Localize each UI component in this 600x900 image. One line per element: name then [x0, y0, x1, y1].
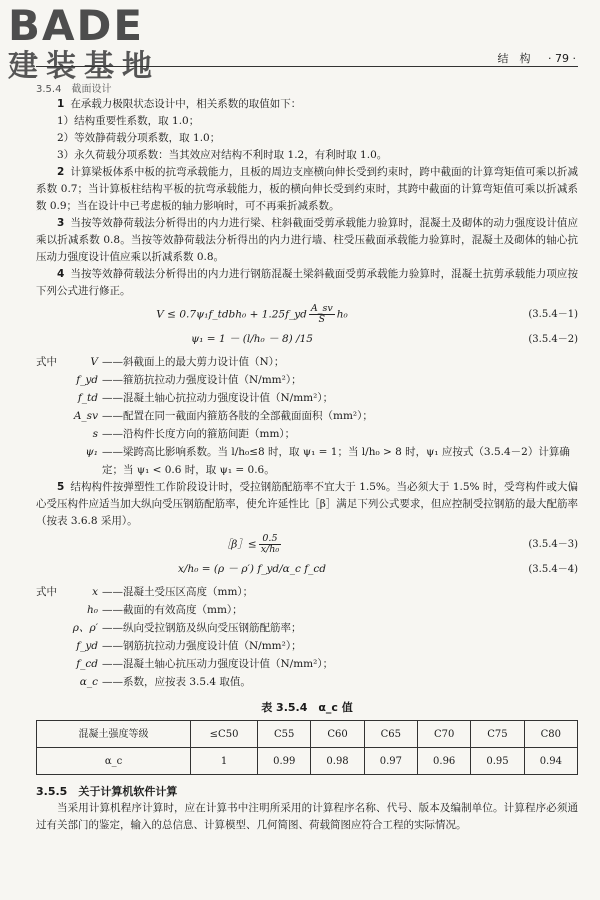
table-cell: C65	[364, 721, 417, 748]
table-cell: 0.98	[311, 748, 364, 775]
definition-row: ψ₁ ——梁跨高比影响系数。当 l/h₀≤8 时，取 ψ₁ = 1；当 l/h₀ > 8 时，ψ₁ 应按式（3.5.4－2）计算确定；当 ψ₁ < 0.6 时，取 ψ₁ = 0.6。	[85, 446, 570, 476]
table-cell: 0.94	[524, 748, 577, 775]
item-3: 3 当按等效静荷载法分析得出的内力进行梁、柱斜截面受剪承载能力验算时，混凝土及砌体的动力强度设计值应乘以折减系数 0.8。当按等效静荷载法分析得出的内力进行墙、柱受压截面承载能力验算时，混凝土及砌体的轴心抗压动力强度设计值应乘以折减系数 0.8。	[36, 217, 578, 263]
section-3-5-5-text: 当采用计算机程序计算时，应在计算书中注明所采用的计算程序名称、代号、版本及编制单位。计算程序必须通过有关部门的鉴定，输入的总信息、计算模型、几何简图、荷载简图应符合工程的实际情况。	[36, 802, 578, 831]
formula-3-5-4-1: V ≤ 0.7ψ₁f_tdbh₀ + 1.25f_yd $\frac{A\_sv}{S}$ h₀ (3.5.4－1)	[156, 302, 578, 325]
symbol-definitions-b	[36, 583, 578, 691]
formula-3-5-4-4: x/h₀ = (ρ － ρ′) f_yd/α_c f_cd (3.5.4－4)	[178, 562, 578, 575]
header-rule	[36, 66, 578, 67]
definition-row: s ——沿构件长度方向的箍筋间距（mm）；	[92, 428, 296, 440]
table-cell: ≤C50	[191, 721, 258, 748]
table-row	[37, 748, 578, 775]
table-cell: 0.96	[418, 748, 471, 775]
item-1-sub-2: 2）等效静荷载分项系数，取 1.0；	[57, 132, 221, 144]
item-5: 5 结构构件按弹塑性工作阶段设计时，受拉钢筋配筋率不宜大于 1.5%。当必须大于 1.5% 时，受弯构件或大偏心受压构件应适当加大纵向受压钢筋配筋率，使允许延性比［β］满足下列公式要求，但应控制受拉钢筋的最大配筋率（按表 3.6.8 采用）。	[36, 481, 578, 527]
item-1-sub-3: 3）永久荷载分项系数：当其效应对结构不利时取 1.2，有利时取 1.0。	[57, 149, 388, 161]
table-cell: α_c	[37, 748, 191, 775]
table-cell: 混凝土强度等级	[37, 721, 191, 748]
formula-3-5-4-3: ［β］≤ $\frac{0.5}{\text{x/h₀}}$ (3.5.4－3)	[220, 532, 578, 555]
formula-3-5-4-2: ψ₁ = 1 － (l/h₀ － 8) /15 (3.5.4－2)	[191, 332, 578, 345]
item-4: 4 当按等效静荷载法分析得出的内力进行钢筋混凝土梁斜截面受剪承载能力验算时，混凝土抗剪承载能力项应按下列公式进行修正。	[36, 268, 578, 297]
table-cell: C55	[258, 721, 311, 748]
item-2: 2 计算梁板体系中板的抗弯承载能力，且板的周边支座横向伸长受到约束时，跨中截面的计算弯矩值可乘以折减系数 0.7；当计算板柱结构平板的抗弯承载能力，板的横向伸长受到约束时，其跨中截面的计算弯矩值可乘以折减系数 0.9；当在设计中已考虑板的轴力影响时，可不再乘折减系数。	[36, 166, 578, 212]
table-title: 表 3.5.4 α_c 值	[261, 701, 353, 714]
table-cell: C70	[418, 721, 471, 748]
table-header-row	[37, 721, 578, 748]
table-cell: 1	[191, 748, 258, 775]
table-cell: C80	[524, 721, 577, 748]
section-title: 3.5.4 截面设计	[36, 84, 112, 95]
table-cell: 0.99	[258, 748, 311, 775]
logo-main: BADE	[8, 1, 145, 50]
table-cell: 0.95	[471, 748, 524, 775]
item-1-sub-1: 1）结构重要性系数，取 1.0；	[57, 115, 200, 127]
alpha-c-table	[36, 720, 578, 775]
page-body	[36, 96, 578, 834]
definition-row: ρ、ρ′ ——纵向受拉钢筋及纵向受压钢筋配筋率；	[72, 622, 302, 634]
definition-row: h₀ ——截面的有效高度（mm）；	[87, 604, 243, 616]
section-3-5-5-title: 3.5.5 关于计算机软件计算	[36, 785, 178, 798]
item-1: 1 在承载力极限状态设计中，相关系数的取值如下：	[57, 98, 302, 110]
definition-row: 式中 x ——混凝土受压区高度（mm）；	[36, 586, 254, 598]
definition-row: f_yd ——钢筋抗拉动力强度设计值（N/mm²）；	[76, 640, 302, 652]
running-head	[484, 50, 576, 66]
running-head-section: 结 构	[497, 52, 531, 65]
table-cell: 0.97	[364, 748, 417, 775]
definition-row: f_yd ——箍筋抗拉动力强度设计值（N/mm²）；	[76, 374, 302, 386]
page-number: · 79 ·	[548, 52, 576, 65]
logo-sub: 建装基地	[8, 49, 160, 84]
definition-row: f_td ——混凝土轴心抗拉动力强度设计值（N/mm²）；	[77, 392, 334, 404]
definition-row: f_cd ——混凝土轴心抗压动力强度设计值（N/mm²）；	[76, 658, 334, 670]
definition-row: A_sv ——配置在同一截面内箍筋各肢的全部截面面积（mm²）；	[73, 410, 373, 422]
definition-row: 式中 V ——斜截面上的最大剪力设计值（N）；	[36, 356, 285, 368]
table-cell: C75	[471, 721, 524, 748]
table-cell: C60	[311, 721, 364, 748]
logo	[8, 1, 178, 84]
definition-row: α_c ——系数，应按表 3.5.4 取值。	[79, 676, 251, 688]
symbol-definitions-a	[36, 353, 578, 479]
